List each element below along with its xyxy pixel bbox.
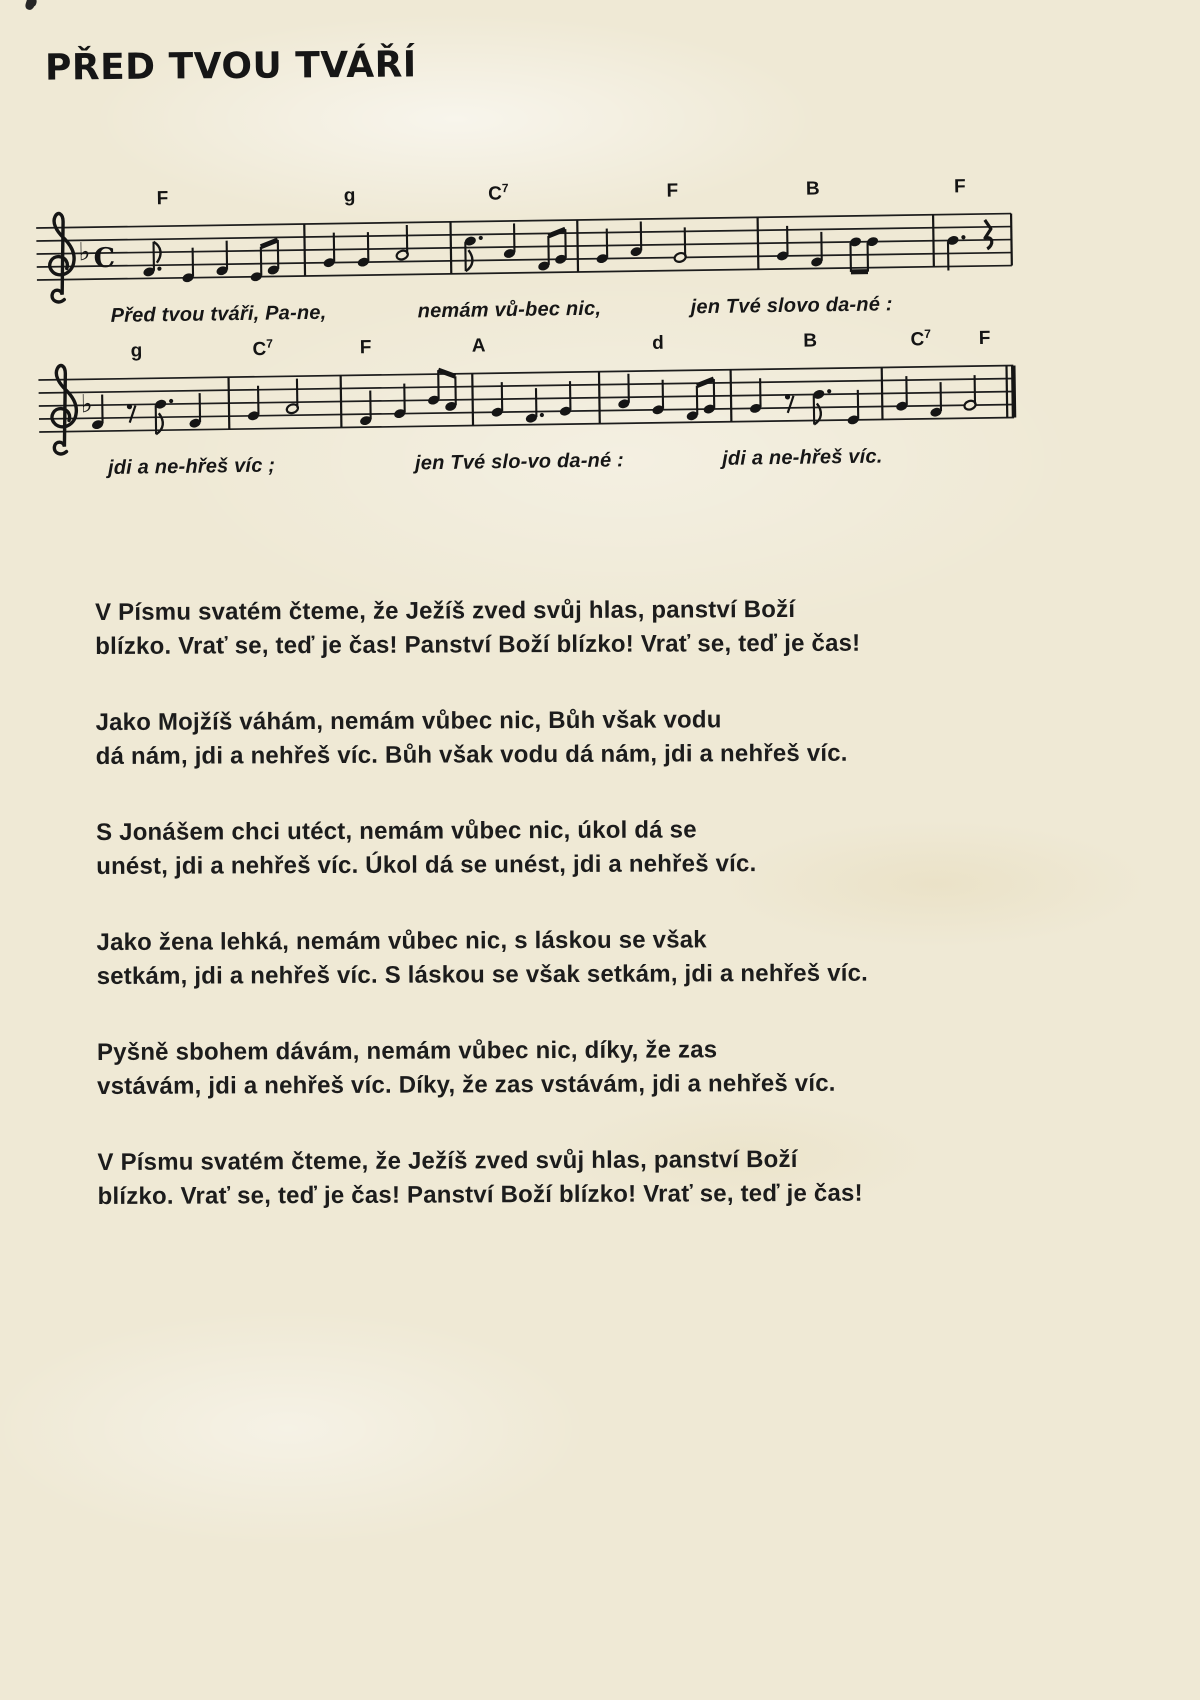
verse-line: vstávám, jdi a nehřeš víc. Díky, že zas vstávám, jdi a nehřeš víc. [97, 1069, 836, 1100]
verse-paragraph [95, 702, 1095, 774]
lyric-segment: Před tvou tváři, Pa-ne, [110, 301, 327, 327]
verse-line: blízko. Vrať se, teď je čas! Panství Boží blízko! Vrať se, teď je čas! [95, 629, 861, 660]
chord-label: $C^7$ [487, 180, 509, 205]
verse-line: unést, jdi a nehřeš víc. Úkol dá se unést, jdi a nehřeš víc. [96, 850, 757, 880]
staff-line-2 [38, 324, 1015, 480]
lyric-segment: jen Tvé slovo da-né : [690, 293, 893, 319]
flat-sign-icon: ♭ [78, 237, 91, 267]
chord-label: g [343, 185, 356, 207]
verses [95, 592, 1098, 1256]
lyric-segment: jen Tvé slo-vo da-né : [414, 449, 625, 475]
treble-clef-icon [49, 213, 75, 302]
verse-paragraph [97, 1032, 1097, 1104]
flat-sign-icon: ♭ [80, 389, 93, 419]
time-signature: C [93, 242, 116, 275]
chord-label: F [953, 176, 966, 198]
verse-line: V Písmu svatém čteme, že Ježíš zved svůj hlas, panství Boží [97, 1145, 798, 1176]
chord-label: B [805, 178, 820, 200]
verse-line: Jako Mojžíš váhám, nemám vůbec nic, Bůh však vodu [95, 706, 722, 736]
verse-paragraph [97, 1142, 1097, 1214]
lyric-segment: jdi a ne-hřeš víc. [722, 445, 883, 470]
staff-line-1 [36, 172, 1013, 328]
scan-artifact [24, 0, 37, 11]
chord-label: F [156, 188, 169, 210]
lyric-segment: nemám vů-bec nic, [417, 297, 602, 323]
chord-label: F [359, 337, 372, 359]
chord-label: $C^7$ [252, 336, 273, 360]
verse-paragraph [95, 592, 1095, 664]
chord-label: $C^7$ [910, 326, 931, 351]
verse-paragraph [96, 922, 1096, 994]
chord-label: F [666, 180, 679, 202]
verse-line: S Jonášem chci utéct, nemám vůbec nic, úkol dá se [95, 816, 697, 846]
chord-label: d [652, 332, 664, 354]
verse-line: V Písmu svatém čteme, že Ježíš zved svůj hlas, panství Boží [95, 595, 796, 626]
verse-line: setkám, jdi a nehřeš víc. S láskou se však setkám, jdi a nehřeš víc. [96, 959, 869, 990]
treble-clef-icon [51, 365, 77, 454]
verse-paragraph [96, 812, 1096, 884]
music-notation [36, 172, 1016, 516]
chord-label: g [130, 340, 143, 362]
chord-label: A [471, 335, 486, 357]
verse-line: Jako žena lehká, nemám vůbec nic, s láskou se však [96, 926, 707, 956]
lyric-segment: jdi a ne-hřeš víc ; [107, 454, 276, 479]
chord-label: B [803, 330, 818, 352]
page-title: PŘED TVOU TVÁŘÍ [44, 44, 417, 89]
chord-label: F [978, 327, 991, 350]
verse-line: dá nám, jdi a nehřeš víc. Bůh však vodu dá nám, jdi a nehřeš víc. [95, 739, 848, 770]
verse-line: Pyšně sbohem dávám, nemám vůbec nic, díky, že zas [96, 1036, 718, 1066]
verse-line: blízko. Vrať se, teď je čas! Panství Boží blízko! Vrať se, teď je čas! [97, 1179, 863, 1210]
